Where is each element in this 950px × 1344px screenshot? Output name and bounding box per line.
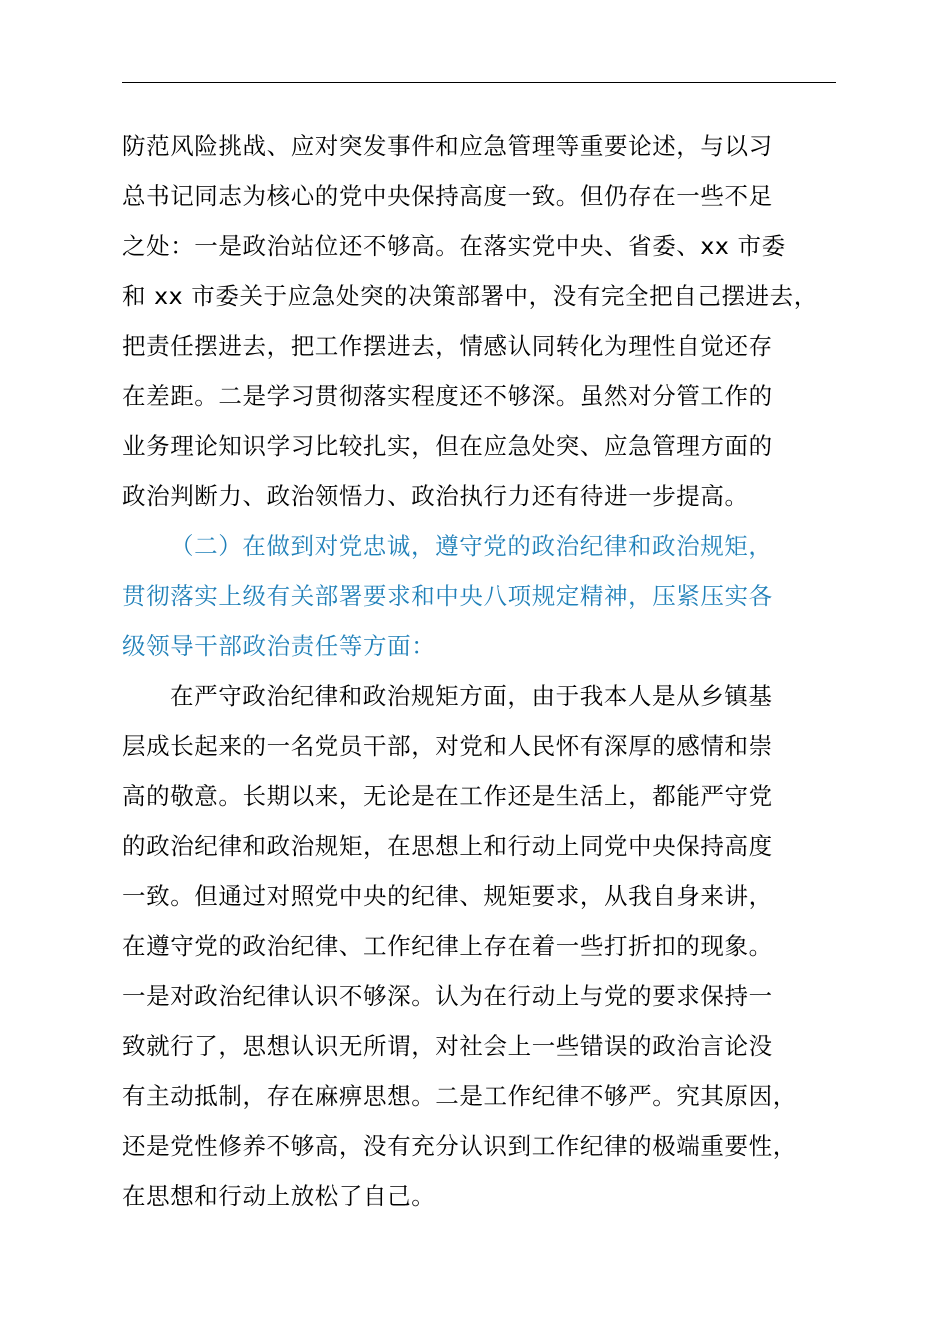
text-line-1: 防范风险挑战、应对突发事件和应急管理等重要论述，与以习 (122, 132, 773, 160)
text-line-2: 总书记同志为核心的党中央保持高度一致。但仍存在一些不足 (122, 182, 773, 210)
text-line-13: 层成长起来的一名党员干部，对党和人民怀有深厚的感情和崇 (122, 732, 773, 760)
text-line-17: 在遵守党的政治纪律、工作纪律上存在着一些打折扣的现象。 (122, 932, 773, 960)
document-body (122, 121, 852, 1221)
text-line-22: 在思想和行动上放松了自己。 (122, 1182, 436, 1210)
text-line-15: 的政治纪律和政治规矩，在思想上和行动上同党中央保持高度 (122, 832, 773, 860)
text-line-21: 还是党性修养不够高，没有充分认识到工作纪律的极端重要性， (122, 1132, 797, 1160)
text-line-19: 致就行了，思想认识无所谓，对社会上一些错误的政治言论没 (122, 1032, 773, 1060)
section-heading-line-1: （二）在做到对党忠诚，遵守党的政治纪律和政治规矩， (170, 532, 773, 560)
text-line-3: 之处：一是政治站位还不够高。在落实党中央、省委、xx 市委 (122, 232, 786, 260)
text-line-5: 把责任摆进去，把工作摆进去，情感认同转化为理性自觉还存 (122, 332, 773, 360)
text-line-6: 在差距。二是学习贯彻落实程度还不够深。虽然对分管工作的 (122, 382, 773, 410)
text-line-16: 一致。但通过对照党中央的纪律、规矩要求，从我自身来讲， (122, 882, 773, 910)
text-line-7: 业务理论知识学习比较扎实，但在应急处突、应急管理方面的 (122, 432, 773, 460)
section-heading-line-3: 级领导干部政治责任等方面： (122, 632, 436, 660)
section-heading-line-2: 贯彻落实上级有关部署要求和中央八项规定精神，压紧压实各 (122, 582, 773, 610)
header-rule (122, 82, 836, 83)
text-line-12: 在严守政治纪律和政治规矩方面，由于我本人是从乡镇基 (170, 682, 773, 710)
text-line-4: 和 xx 市委关于应急处突的决策部署中，没有完全把自己摆进去， (122, 282, 818, 310)
text-line-8: 政治判断力、政治领悟力、政治执行力还有待进一步提高。 (122, 482, 749, 510)
text-line-18: 一是对政治纪律认识不够深。认为在行动上与党的要求保持一 (122, 982, 773, 1010)
text-line-20: 有主动抵制，存在麻痹思想。二是工作纪律不够严。究其原因， (122, 1082, 797, 1110)
text-line-14: 高的敬意。长期以来，无论是在工作还是生活上，都能严守党 (122, 782, 773, 810)
